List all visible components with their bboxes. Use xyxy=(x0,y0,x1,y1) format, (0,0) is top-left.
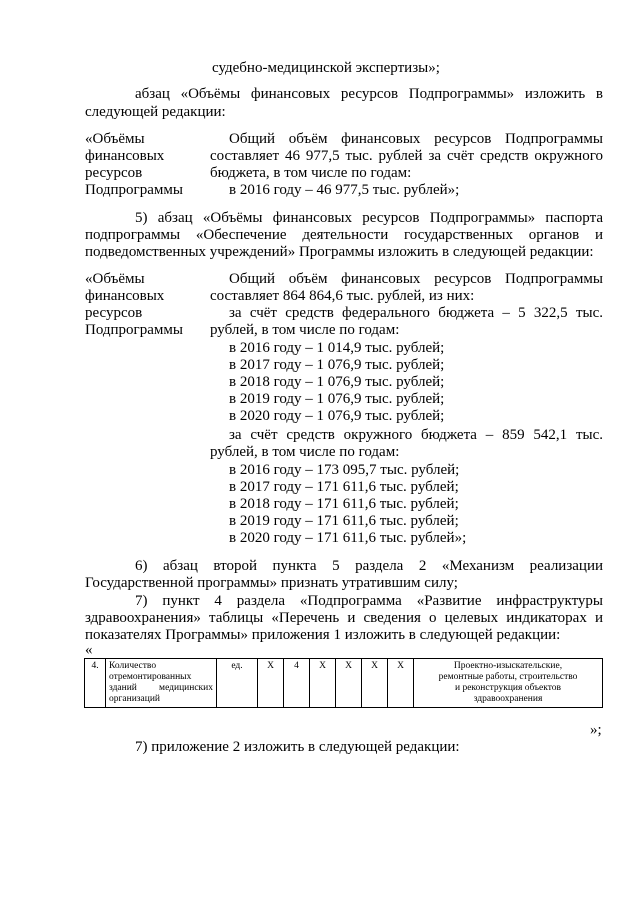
indicator-name-cell xyxy=(106,659,217,708)
indicator-name-line: Количество xyxy=(109,661,157,671)
year-line: в 2016 году – 173 095,7 тыс. рублей; xyxy=(229,462,460,478)
passport-label: «Объёмы xyxy=(85,271,145,287)
passport-text: за счёт средств федерального бюджета – 5 322,5 тыс. xyxy=(229,305,603,321)
passport-text: Общий объём финансовых ресурсов Подпрограммы xyxy=(229,271,603,287)
indicator-name-line: отремонтированных xyxy=(109,672,192,682)
passport-text: Общий объём финансовых ресурсов Подпрограммы xyxy=(229,131,603,147)
passport-text: составляет 864 864,6 тыс. рублей, из них: xyxy=(210,288,475,304)
value-cell: Х xyxy=(336,659,362,708)
passport-text: рублей, в том числе по годам: xyxy=(210,322,400,338)
paragraph-line: показателях Программы» приложения 1 изложить в следующей редакции: xyxy=(85,627,561,643)
year-line: в 2019 году – 171 611,6 тыс. рублей; xyxy=(229,513,459,529)
year-line: в 2020 году – 171 611,6 тыс. рублей»; xyxy=(229,530,467,546)
unit-cell: ед. xyxy=(217,659,258,708)
description-line: Проектно-изыскательские, xyxy=(453,661,563,671)
passport-label: Подпрограммы xyxy=(85,322,183,338)
passport-label: Подпрограммы xyxy=(85,182,183,198)
passport-label: «Объёмы xyxy=(85,131,145,147)
passport-text: составляет 46 977,5 тыс. рублей за счёт средств окружного xyxy=(210,148,603,164)
value-cell: Х xyxy=(310,659,336,708)
year-line: в 2018 году – 1 076,9 тыс. рублей; xyxy=(229,374,445,390)
description-line: и реконструкция объектов xyxy=(454,683,561,693)
paragraph-line: подпрограммы «Обеспечение деятельности государственных органов и xyxy=(85,227,603,243)
paragraph-line: подведомственных учреждений» Программы изложить в следующей редакции: xyxy=(85,244,594,260)
year-line: в 2020 году – 1 076,9 тыс. рублей; xyxy=(229,408,445,424)
year-line: в 2017 году – 171 611,6 тыс. рублей; xyxy=(229,479,459,495)
indicator-table xyxy=(84,658,603,708)
passport-label: финансовых xyxy=(85,288,165,304)
passport-text: за счёт средств окружного бюджета – 859 542,1 тыс. xyxy=(229,427,603,443)
passport-label: ресурсов xyxy=(85,165,143,181)
year-line: в 2019 году – 1 076,9 тыс. рублей; xyxy=(229,391,445,407)
indicator-name-line: зданий медицинских xyxy=(109,683,213,693)
passport-text: рублей, в том числе по годам: xyxy=(210,444,400,460)
indicator-name-line: организаций xyxy=(109,694,161,704)
value-cell: Х xyxy=(388,659,414,708)
paragraph-line: здравоохранения» таблицы «Перечень и сведения о целевых индикаторах и xyxy=(85,610,603,626)
value-cell: 4 xyxy=(284,659,310,708)
paragraph-line: Государственной программы» признать утратившим силу; xyxy=(85,575,458,591)
open-quote: « xyxy=(85,642,93,658)
year-line: в 2018 году – 171 611,6 тыс. рублей; xyxy=(229,496,459,512)
paragraph-line: 7) приложение 2 изложить в следующей редакции: xyxy=(135,739,460,755)
year-line: в 2016 году – 1 014,9 тыс. рублей; xyxy=(229,340,445,356)
passport-label: ресурсов xyxy=(85,305,143,321)
paragraph-line: 5) абзац «Объёмы финансовых ресурсов Подпрограммы» паспорта xyxy=(135,210,603,226)
description-cell xyxy=(414,659,603,708)
close-quote: »; xyxy=(590,722,602,738)
table-row xyxy=(85,659,603,708)
paragraph-line: абзац «Объёмы финансовых ресурсов Подпрограммы» изложить в xyxy=(135,86,603,102)
value-cell: Х xyxy=(362,659,388,708)
paragraph-line: 7) пункт 4 раздела «Подпрограмма «Развитие инфраструктуры xyxy=(135,593,603,609)
passport-text: бюджета, в том числе по годам: xyxy=(210,165,412,181)
value-cell: Х xyxy=(258,659,284,708)
paragraph-line: 6) абзац второй пункта 5 раздела 2 «Механизм реализации xyxy=(135,558,603,574)
text-line: судебно-медицинской экспертизы»; xyxy=(212,60,440,76)
row-number: 4. xyxy=(85,659,106,708)
paragraph-line: следующей редакции: xyxy=(85,104,226,120)
year-line: в 2017 году – 1 076,9 тыс. рублей; xyxy=(229,357,445,373)
passport-label: финансовых xyxy=(85,148,165,164)
description-line: ремонтные работы, строительство xyxy=(438,672,578,682)
passport-text: в 2016 году – 46 977,5 тыс. рублей»; xyxy=(229,182,460,198)
description-line: здравоохранения xyxy=(473,694,543,704)
